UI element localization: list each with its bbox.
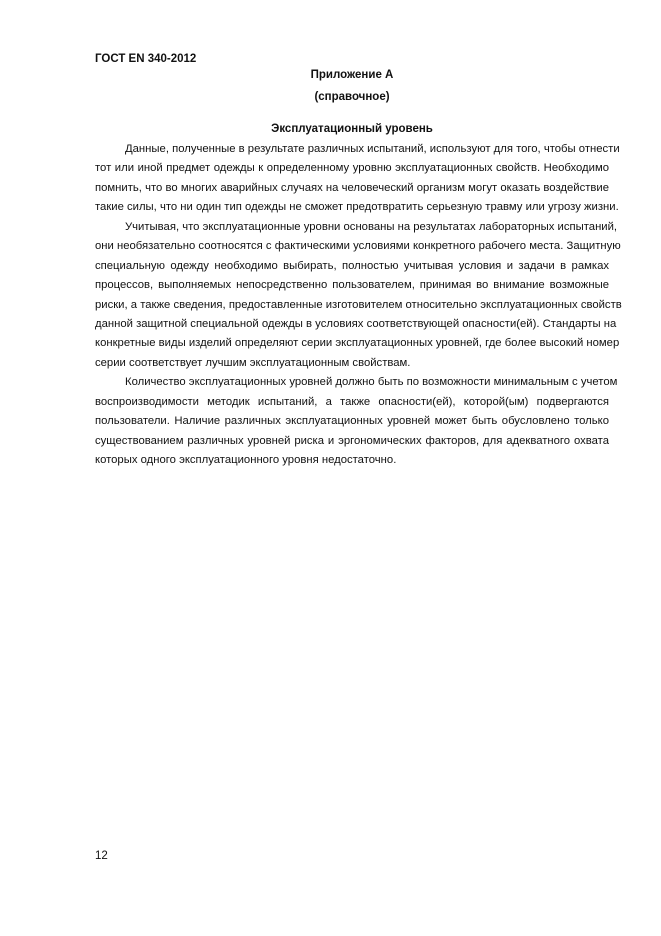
text-line: существованием различных уровней риска и эргономических факторов, для адекватного охвата xyxy=(95,434,609,447)
text-line: которых одного эксплуатационного уровня недостаточно. xyxy=(95,454,397,466)
text-line: Данные, полученные в результате различных испытаний, используют для того, чтобы отнести xyxy=(125,143,620,155)
text-line: тот или иной предмет одежды к определенному уровню эксплуатационных свойств. Необходимо xyxy=(95,162,609,175)
text-line: риски, а также сведения, предоставленные изготовителем относительно эксплуатационных свойств xyxy=(95,298,622,311)
text-line: Учитывая, что эксплуатационные уровни основаны на результатах лабораторных испытаний, xyxy=(125,220,618,233)
page-number: 12 xyxy=(95,850,108,862)
standard-header: ГОСТ EN 340-2012 xyxy=(95,53,197,65)
text-line: помнить, что во многих аварийных случаях на человеческий организм могут оказать воздействие xyxy=(95,181,609,194)
appendix-subtitle: (справочное) xyxy=(314,91,390,103)
text-line: они необязательно соотносятся с фактическими условиями конкретного рабочего места. Защитную xyxy=(95,240,621,253)
paragraph xyxy=(95,140,620,218)
text-line: такие силы, что ни один тип одежды не сможет предотвратить серьезную травму или угрозу жизни. xyxy=(95,201,619,214)
text-line: процессов, выполняемых непосредственно пользователем, принимая во внимание возможные xyxy=(95,279,609,292)
text-line: Количество эксплуатационных уровней должно быть по возможности минимальным с учетом xyxy=(125,376,618,389)
text-line: данной защитной специальной одежды в условиях соответствующей опасности(ей). Стандарты на xyxy=(95,317,617,330)
text-line: конкретные виды изделий определяют серии эксплуатационных уровней, где более высокий номер xyxy=(95,337,620,350)
paragraph xyxy=(95,373,618,470)
text-line: специальную одежду необходимо выбирать, полностью учитывая условия и задачи в рамках xyxy=(95,259,609,272)
document-body xyxy=(95,140,622,470)
paragraph xyxy=(95,218,622,374)
text-line: воспроизводимости методик испытаний, а также опасности(ей), которой(ым) подвергаются xyxy=(95,395,609,408)
section-title: Эксплуатационный уровень xyxy=(271,123,433,135)
text-line: пользователи. Наличие различных эксплуатационных уровней может быть обусловлено только xyxy=(95,415,609,428)
text-line: серии соответствует лучшим эксплуатационным свойствам. xyxy=(95,356,411,369)
appendix-title: Приложение А xyxy=(310,69,394,81)
